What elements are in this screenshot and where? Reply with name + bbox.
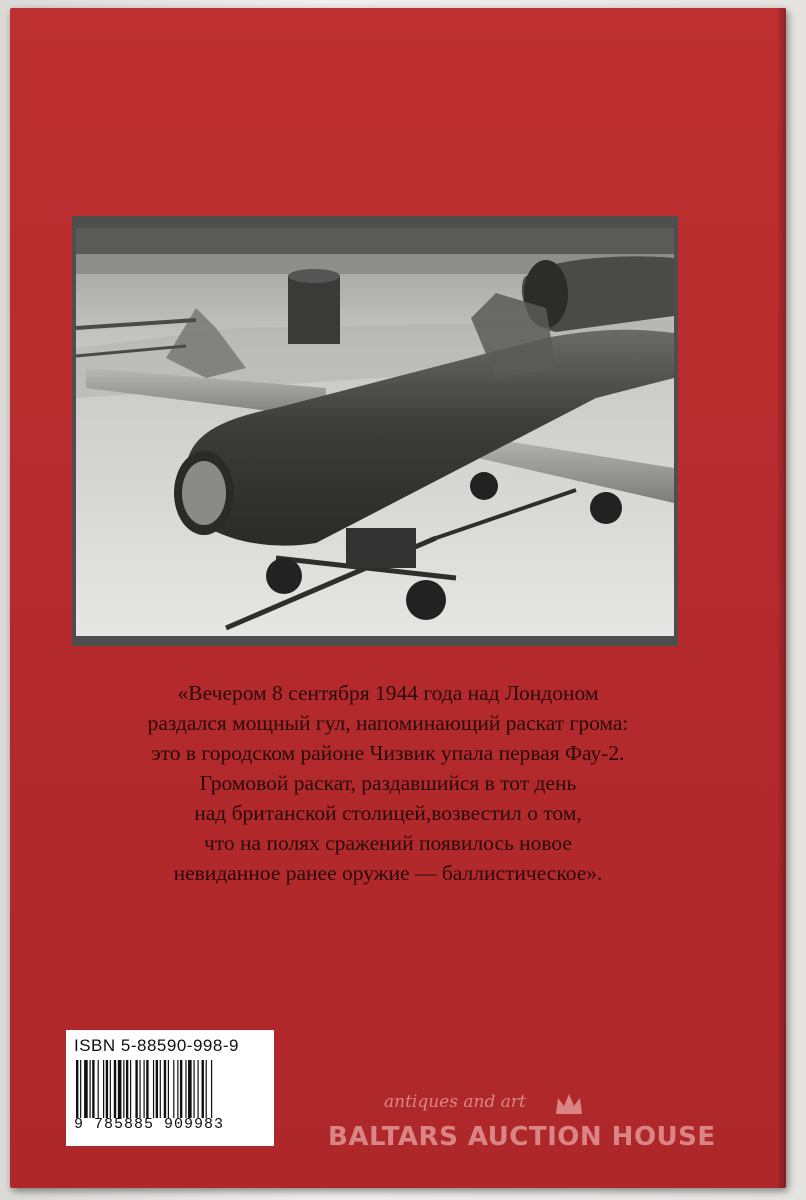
barcode-bar (144, 1060, 145, 1118)
quote-line: над британской столицей,возвестил о том, (194, 801, 582, 825)
barcode-digits: 9 785885 909983 (74, 1116, 225, 1133)
barcode-bar (160, 1060, 161, 1118)
v1-flying-bomb-photo (76, 228, 674, 636)
barcode-bar (106, 1060, 108, 1118)
barcode-bar (193, 1060, 194, 1118)
barcode-bar (76, 1060, 78, 1118)
barcode-bar (110, 1060, 111, 1118)
barcode-bar (202, 1060, 204, 1118)
barcode-bar (153, 1060, 154, 1118)
barcode-bar (135, 1060, 137, 1118)
barcode-bar (173, 1060, 174, 1118)
barcode-icon (74, 1060, 266, 1118)
barcode-bar (126, 1060, 128, 1118)
barcode-bar (146, 1060, 148, 1118)
book-edge (778, 8, 786, 1188)
barcode-bar (180, 1060, 182, 1118)
barcode-bar (130, 1060, 131, 1118)
barcode-bar (185, 1060, 186, 1118)
barcode-bar (177, 1060, 178, 1118)
barcode-bar (156, 1060, 158, 1118)
barcode-bar (103, 1060, 104, 1118)
cover-photo (72, 216, 678, 646)
barcode-bar (114, 1060, 116, 1118)
barcode-bar (188, 1060, 192, 1118)
barcode-bar (118, 1060, 122, 1118)
quote-line: это в городском районе Чизвик упала первая Фау-2. (151, 741, 625, 765)
back-cover-quote (60, 678, 716, 888)
isbn-block (66, 1030, 274, 1146)
isbn-label: ISBN 5-88590-998-9 (74, 1036, 239, 1055)
barcode-bar (123, 1060, 124, 1118)
barcode-bar (98, 1060, 99, 1118)
barcode-bar (211, 1060, 212, 1118)
barcode-bar (168, 1060, 169, 1118)
barcode-bar (84, 1060, 88, 1118)
watermark-tagline: antiques and art (384, 1092, 526, 1112)
watermark-name: BALTARS AUCTION HOUSE (328, 1122, 716, 1152)
barcode-bar (90, 1060, 91, 1118)
quote-line: что на полях сражений появилось новое (204, 831, 572, 855)
barcode-bar (198, 1060, 199, 1118)
barcode-bar (92, 1060, 94, 1118)
quote-line: Громовой раскат, раздавшийся в тот день (199, 771, 577, 795)
quote-line: «Вечером 8 сентября 1944 года над Лондоном (177, 681, 599, 705)
quote-line: раздался мощный гул, напоминающий раскат грома: (147, 711, 629, 735)
barcode-bar (139, 1060, 140, 1118)
quote-line: невиданное ранее оружие — баллистическое». (173, 861, 603, 885)
barcode-bar (206, 1060, 207, 1118)
barcode-bar (164, 1060, 166, 1118)
barcode-bar (80, 1060, 81, 1118)
